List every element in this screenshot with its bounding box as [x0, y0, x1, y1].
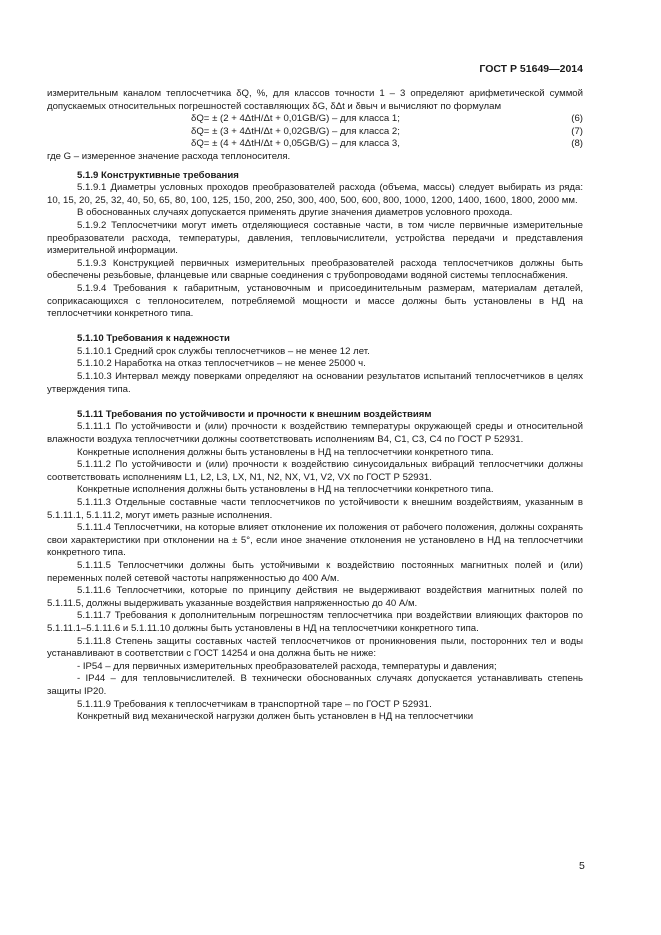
formula-text: δQ= ± (2 + 4ΔtН/Δt + 0,01GВ/G) – для класса 1;	[191, 113, 400, 125]
formula-6	[47, 113, 583, 126]
paragraph-5-1-9-2: 5.1.9.2 Теплосчетчики могут иметь отделяющиеся составные части, в том числе первичные измерительные преобразователи расхода, температуры, давления, тепловычислители, устройства передачи и представления измерительной информации.	[47, 219, 583, 257]
paragraph-5-1-11-1-note: Конкретные исполнения должны быть установлены в НД на теплосчетчики конкретного типа.	[77, 446, 494, 458]
paragraph-continuation: Конкретный вид механической нагрузки должен быть установлен в НД на теплосчетчики	[77, 711, 474, 723]
formula-number: (8)	[571, 138, 583, 150]
paragraph-5-1-11-7: 5.1.11.7 Требования к дополнительным погрешностям теплосчетчика при воздействии влияющих факторов по 5.1.11.1–5.1.11.6 и 5.1.11.10 должны быть установлены в НД на теплосчетчики конкретного типа.	[47, 610, 583, 634]
paragraph-5-1-11-2: 5.1.11.2 По устойчивости и (или) прочности к воздействию синусоидальных вибраций теплосчетчики должны соответствовать исполнениям L1, L2, L3, LX, N1, N2, NX, V1, V2, VX по ГОСТ Р 52931.	[47, 459, 583, 483]
list-item-ip44: - IP44 – для тепловычислителей. В технически обоснованных случаях допускается устанавливать степень защиты IP20.	[47, 673, 583, 697]
where-line: где G – измеренное значение расхода теплоносителя.	[47, 150, 291, 162]
section-heading-5-1-10: 5.1.10 Требования к надежности	[77, 333, 230, 345]
page-number: 5	[579, 860, 585, 872]
paragraph-5-1-10-2: 5.1.10.2 Наработка на отказ теплосчетчиков – не менее 25000 ч.	[77, 358, 366, 370]
section-heading-5-1-11: 5.1.11 Требования по устойчивости и прочности к внешним воздействиям	[77, 408, 432, 420]
formula-number: (6)	[571, 113, 583, 125]
paragraph-5-1-11-9: 5.1.11.9 Требования к теплосчетчикам в транспортной таре – по ГОСТ Р 52931.	[77, 698, 432, 710]
document-id-header: ГОСТ Р 51649—2014	[479, 63, 583, 75]
formula-number: (7)	[571, 125, 583, 137]
paragraph-5-1-9-3: 5.1.9.3 Конструкцией первичных измерительных преобразователей расхода теплосчетчиков должны быть обеспечены резьбовые, фланцевые или сварные соединения с трубопроводами водяной системы теплоснабжения.	[47, 257, 583, 282]
section-heading-5-1-9: 5.1.9 Конструктивные требования	[77, 169, 239, 181]
paragraph-5-1-9-1: 5.1.9.1 Диаметры условных проходов преобразователей расхода (объема, массы) следует выбирать из ряда: 10, 15, 20, 25, 32, 40, 50, 65, 80, 100, 125, 150, 200, 250, 300, 400, 500, 600, 800, 1000, 1200, 1400, 1600, 1800, 2000 мм.	[47, 182, 583, 206]
paragraph-5-1-10-3: 5.1.10.3 Интервал между поверками определяют на основании результатов испытаний теплосчетчиков в целях утверждения типа.	[47, 371, 583, 395]
paragraph-5-1-11-2-note: Конкретные исполнения должны быть установлены в НД на теплосчетчики конкретного типа.	[77, 484, 494, 496]
paragraph-5-1-10-1: 5.1.10.1 Средний срок службы теплосчетчиков – не менее 12 лет.	[77, 345, 370, 357]
paragraph-5-1-11-8: 5.1.11.8 Степень защиты составных частей теплосчетчиков от проникновения пыли, посторонних тел и воды устанавливают в соответствии с ГОСТ 14254 и она должна быть не ниже:	[47, 635, 583, 660]
paragraph-5-1-11-5: 5.1.11.5 Теплосчетчики должны быть устойчивыми к воздействию постоянных магнитных полей и (или) переменных полей сетевой частоты напряженностью до 400 А/м.	[47, 559, 583, 584]
intro-paragraph: измерительным каналом теплосчетчика δQ, %, для классов точности 1 – 3 определяют арифметической суммой допускаемых относительных погрешностей составляющих δG, δΔt и δвыч и вычисляют по формулам	[47, 88, 583, 112]
document-body	[47, 88, 583, 724]
formula-7	[47, 126, 583, 139]
paragraph-5-1-9-4: 5.1.9.4 Требования к габаритным, установочным и присоединительным размерам, материалам деталей, соприкасающихся с теплоносителем, потребляемой мощности и массе должны быть установлены в НД на теплосчетчики конкретного типа.	[47, 282, 583, 320]
formula-text: δQ= ± (3 + 4ΔtН/Δt + 0,02GВ/G) – для класса 2;	[191, 125, 400, 137]
paragraph-5-1-9-1-note: В обоснованных случаях допускается применять другие значения диаметров условного прохода.	[77, 207, 513, 219]
formula-text: δQ= ± (4 + 4ΔtН/Δt + 0,05GВ/G) – для класса 3,	[191, 138, 400, 150]
formula-8	[47, 138, 583, 151]
paragraph-5-1-11-1: 5.1.11.1 По устойчивости и (или) прочности к воздействию температуры окружающей среды и относительной влажности воздуха теплосчетчики должны соответствовать исполнениям В4, С1, С3, С4 по ГОСТ Р 52931.	[47, 421, 583, 446]
paragraph-5-1-11-6: 5.1.11.6 Теплосчетчики, которые по принципу действия не выдерживают воздействия магнитных полей по 5.1.11.5, должны выдерживать указанные воздействия напряженностью до 40 А/м.	[47, 585, 583, 609]
paragraph-5-1-11-4: 5.1.11.4 Теплосчетчики, на которые влияет отклонение их положения от рабочего положения, должны сохранять свои характеристики при отклонении на ± 5°, если иное значение отклонения не установлено в НД на теплосчетчики конкретного типа.	[47, 522, 583, 559]
paragraph-5-1-11-3: 5.1.11.3 Отдельные составные части теплосчетчиков по устойчивости к внешним воздействиям, указанным в 5.1.11.1, 5.1.11.2, могут иметь разные исполнения.	[47, 497, 583, 521]
list-item-ip54: - IP54 – для первичных измерительных преобразователей расхода, температуры и давления;	[77, 660, 497, 672]
